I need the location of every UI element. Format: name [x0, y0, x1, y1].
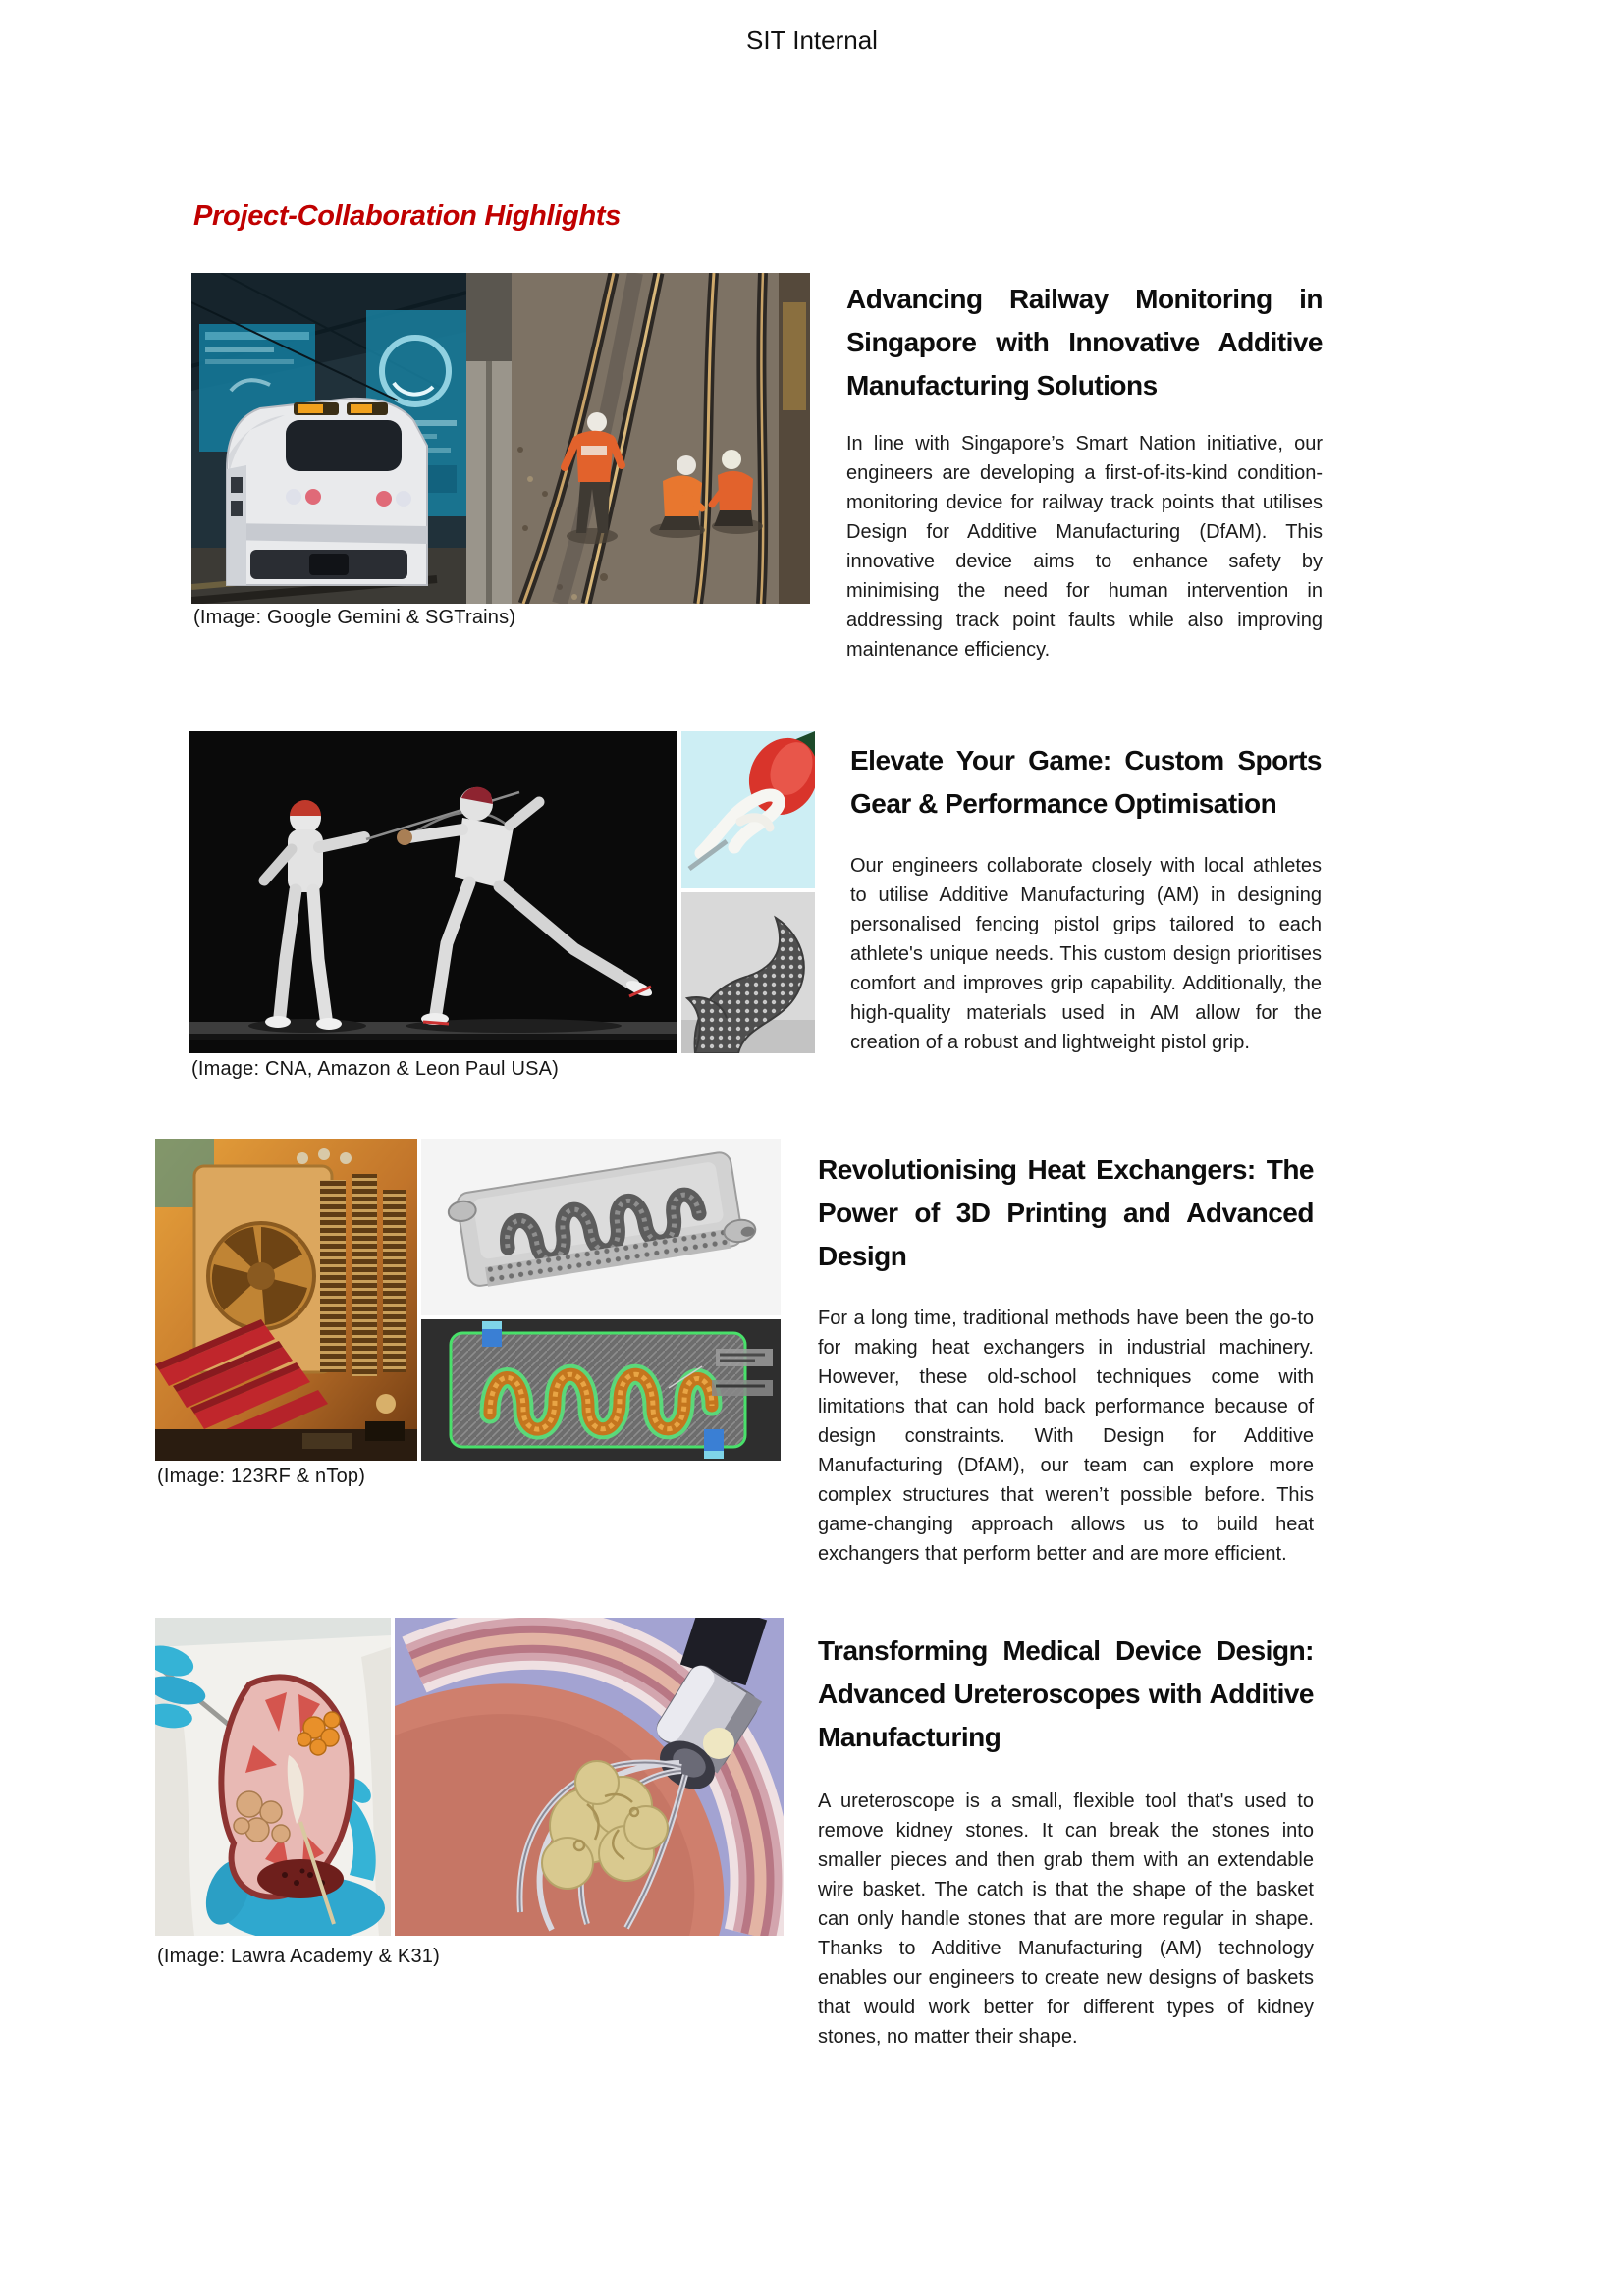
- printed-heat-exchanger-photo: [421, 1139, 781, 1315]
- page-title: Project-Collaboration Highlights: [193, 200, 622, 232]
- section-heading-railway: Advancing Railway Monitoring in Singapore with Innovative Additive Manufacturing Solutions: [846, 284, 1323, 400]
- section-heading-heat-exchangers: Revolutionising Heat Exchangers: The Power of 3D Printing and Advanced Design: [818, 1154, 1314, 1271]
- section-body-railway: In line with Singapore’s Smart Nation initiative, our engineers are developing a first-of-its-kind condition-monitoring device for railway track points that utilises Design for Additive Manufacturing (DfAM). This innovative device aims to enhance safety by minimising the need for human intervention in addressing track point faults while also improving maintenance efficiency.: [846, 433, 1323, 661]
- medical-composite-image: [155, 1618, 784, 1936]
- fencing-side-images: [681, 731, 815, 1053]
- image-caption: (Image: Lawra Academy & K31): [157, 1946, 440, 1967]
- section-body-sports: Our engineers collaborate closely with local athletes to utilise Additive Manufacturing (AM) in designing personalised fencing pistol grips tailored to each athlete's unique needs. This custom design prioritises comfort and improves grip capability. Additionally, the high-quality materials used in AM allow for the creation of a robust and lightweight pistol grip.: [850, 855, 1322, 1053]
- heat-exchanger-composite-image: [155, 1139, 781, 1461]
- section-heading-medical: Transforming Medical Device Design: Advanced Ureteroscopes with Additive Manufacturing: [818, 1635, 1314, 1752]
- section-heading-sports: Elevate Your Game: Custom Sports Gear & Performance Optimisation: [850, 745, 1322, 819]
- image-caption: (Image: Google Gemini & SGTrains): [193, 607, 516, 628]
- railway-composite-image: [191, 273, 810, 604]
- ureteroscope-illustration: [395, 1618, 784, 1936]
- page-header-classification: SIT Internal: [746, 26, 878, 55]
- thermal-simulation-image: [421, 1319, 781, 1461]
- image-caption: (Image: CNA, Amazon & Leon Paul USA): [191, 1058, 560, 1080]
- track-workers-photo: [466, 273, 810, 604]
- section-body-medical: A ureteroscope is a small, flexible tool that's used to remove kidney stones. It can break the stones into smaller pieces and then grab them with an extendable wire basket. The catch is that the shape of the basket can only handle stones that are more regular in shape. Thanks to Additive Manufacturing (AM) technology enables our engineers to create new designs of baskets that would work better for different types of kidney stones, no matter their shape.: [818, 1790, 1314, 2048]
- image-caption: (Image: 123RF & nTop): [157, 1466, 366, 1487]
- fencing-composite-image: [189, 731, 815, 1053]
- section-body-heat-exchangers: For a long time, traditional methods have been the go-to for making heat exchangers in industrial machinery. However, these old-school techniques come with limitations that can hold back performance because of design constraints. With Design for Additive Manufacturing (DfAM), our team can explore more complex structures that weren’t possible before. This game-changing approach allows us to build heat exchangers that perform better and are more efficient.: [818, 1308, 1314, 1565]
- cpu-heatsink-photo: [155, 1139, 417, 1461]
- smart-train-photo: [191, 273, 466, 604]
- printed-lattice-grip-photo: [681, 892, 815, 1053]
- fencers-photo: [189, 731, 677, 1053]
- kidney-model-photo: [155, 1618, 391, 1936]
- pistol-grip-product-photo: [681, 731, 815, 888]
- heat-exchanger-side-images: [421, 1139, 781, 1461]
